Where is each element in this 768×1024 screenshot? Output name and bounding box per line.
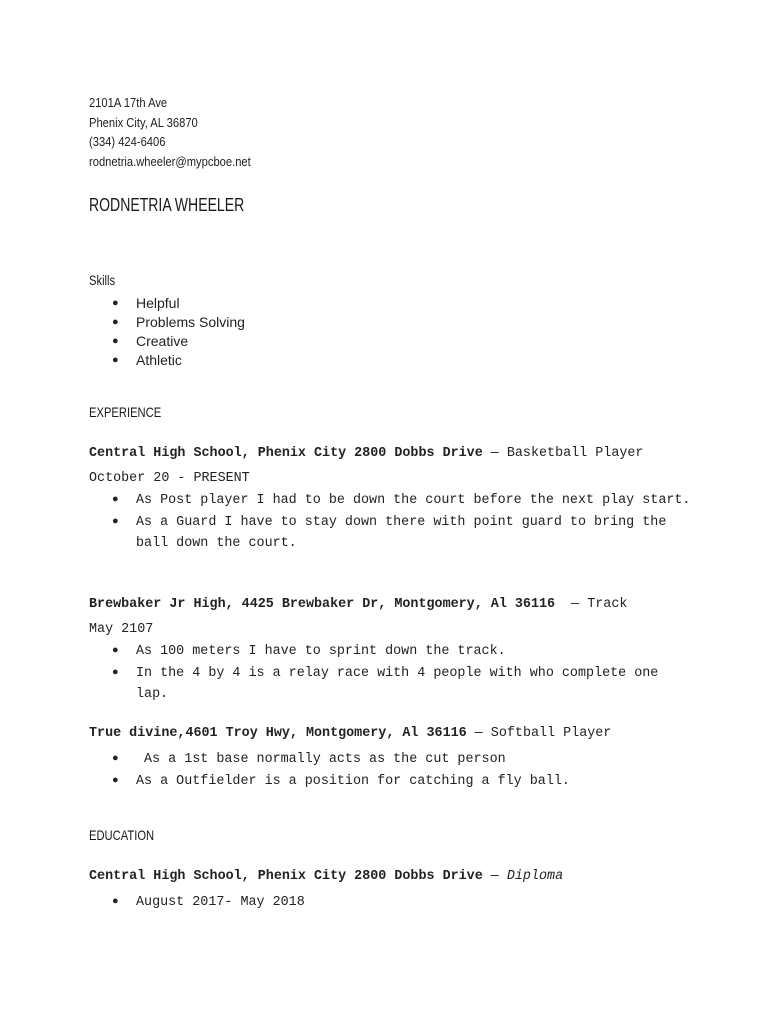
job-bullet-text: As 100 meters I have to sprint down the track.: [136, 644, 506, 659]
job-separator: —: [466, 726, 491, 741]
bullet-icon: ●: [112, 896, 119, 908]
job-organization: Central High School, Phenix City 2800 Dobbs Drive: [89, 446, 483, 461]
list-item: [112, 512, 696, 555]
education-entry: [89, 866, 673, 914]
job-header: [89, 443, 673, 465]
candidate-name: RODNETRIA WHEELER: [89, 195, 245, 215]
job-bullets: [112, 490, 696, 555]
list-item: [112, 892, 696, 914]
list-item: [112, 351, 245, 370]
experience-entry: [89, 594, 673, 706]
job-separator: —: [555, 597, 588, 612]
job-header: [89, 594, 673, 616]
address-line-2: Phenix City, AL 36870: [89, 114, 198, 130]
job-bullet-text: As a 1st base normally acts as the cut person: [136, 752, 506, 767]
bullet-icon: ●: [112, 645, 119, 657]
list-item: [112, 771, 696, 793]
experience-entry: [89, 443, 691, 555]
job-bullet-text: As Post player I had to be down the court before the next play start.: [136, 493, 691, 508]
bullet-icon: ●: [112, 753, 119, 765]
skill-label: Creative: [136, 333, 189, 349]
skill-label: Helpful: [136, 295, 180, 311]
job-bullet-text: As a Outfielder is a position for catching a fly ball.: [136, 773, 570, 789]
list-item: [112, 332, 245, 351]
education-bullets: [112, 892, 696, 914]
skill-label: Athletic: [136, 352, 182, 368]
job-header: [89, 723, 673, 745]
job-role: Track: [587, 597, 628, 612]
education-header: [89, 866, 673, 888]
experience-entry: [89, 723, 673, 792]
email-address: rodnetria.wheeler@mypcboe.net: [89, 153, 251, 169]
job-bullets: [112, 641, 696, 706]
bullet-icon: ●: [112, 774, 119, 787]
job-role: Softball Player: [490, 726, 612, 741]
experience-heading: EXPERIENCE: [89, 404, 162, 420]
job-separator: —: [482, 446, 507, 461]
list-item: [112, 641, 696, 663]
job-date: October 20 - PRESENT: [89, 471, 250, 486]
bullet-icon: ●: [112, 354, 119, 366]
list-item: [112, 749, 696, 771]
job-role: Basketball Player: [506, 446, 644, 461]
bullet-icon: ●: [112, 494, 119, 506]
list-item: [112, 313, 245, 332]
address-line-1: 2101A 17th Ave: [89, 95, 168, 110]
education-degree: Diploma: [506, 869, 564, 884]
job-organization: Brewbaker Jr High, 4425 Brewbaker Dr, Montgomery, Al 36116: [89, 597, 556, 612]
education-separator: —: [482, 869, 507, 884]
bullet-icon: ●: [112, 335, 119, 347]
education-heading: EDUCATION: [89, 827, 155, 843]
education-organization: Central High School, Phenix City 2800 Dobbs Drive: [89, 869, 483, 884]
job-date: May 2107: [89, 622, 154, 637]
list-item: [112, 294, 245, 313]
bullet-icon: ●: [112, 297, 119, 309]
list-item: [112, 663, 696, 706]
phone-number: (334) 424-6406: [89, 134, 166, 149]
bullet-icon: ●: [112, 515, 119, 528]
education-dates: August 2017- May 2018: [136, 895, 305, 910]
job-bullet-text: As a Guard I have to stay down there with point guard to bring the ball down the court.: [136, 514, 667, 551]
job-bullet-text: In the 4 by 4 is a relay race with 4 people with who complete one lap.: [136, 665, 659, 702]
job-bullets: [112, 749, 696, 792]
job-organization: True divine,4601 Troy Hwy, Montgomery, Al 36116: [89, 726, 467, 741]
list-item: [112, 490, 696, 512]
bullet-icon: ●: [112, 666, 119, 679]
skills-list: [112, 294, 245, 370]
contact-info: [89, 93, 251, 171]
skill-label: Problems Solving: [136, 314, 245, 330]
skills-heading: Skills: [89, 272, 116, 288]
bullet-icon: ●: [112, 316, 119, 328]
